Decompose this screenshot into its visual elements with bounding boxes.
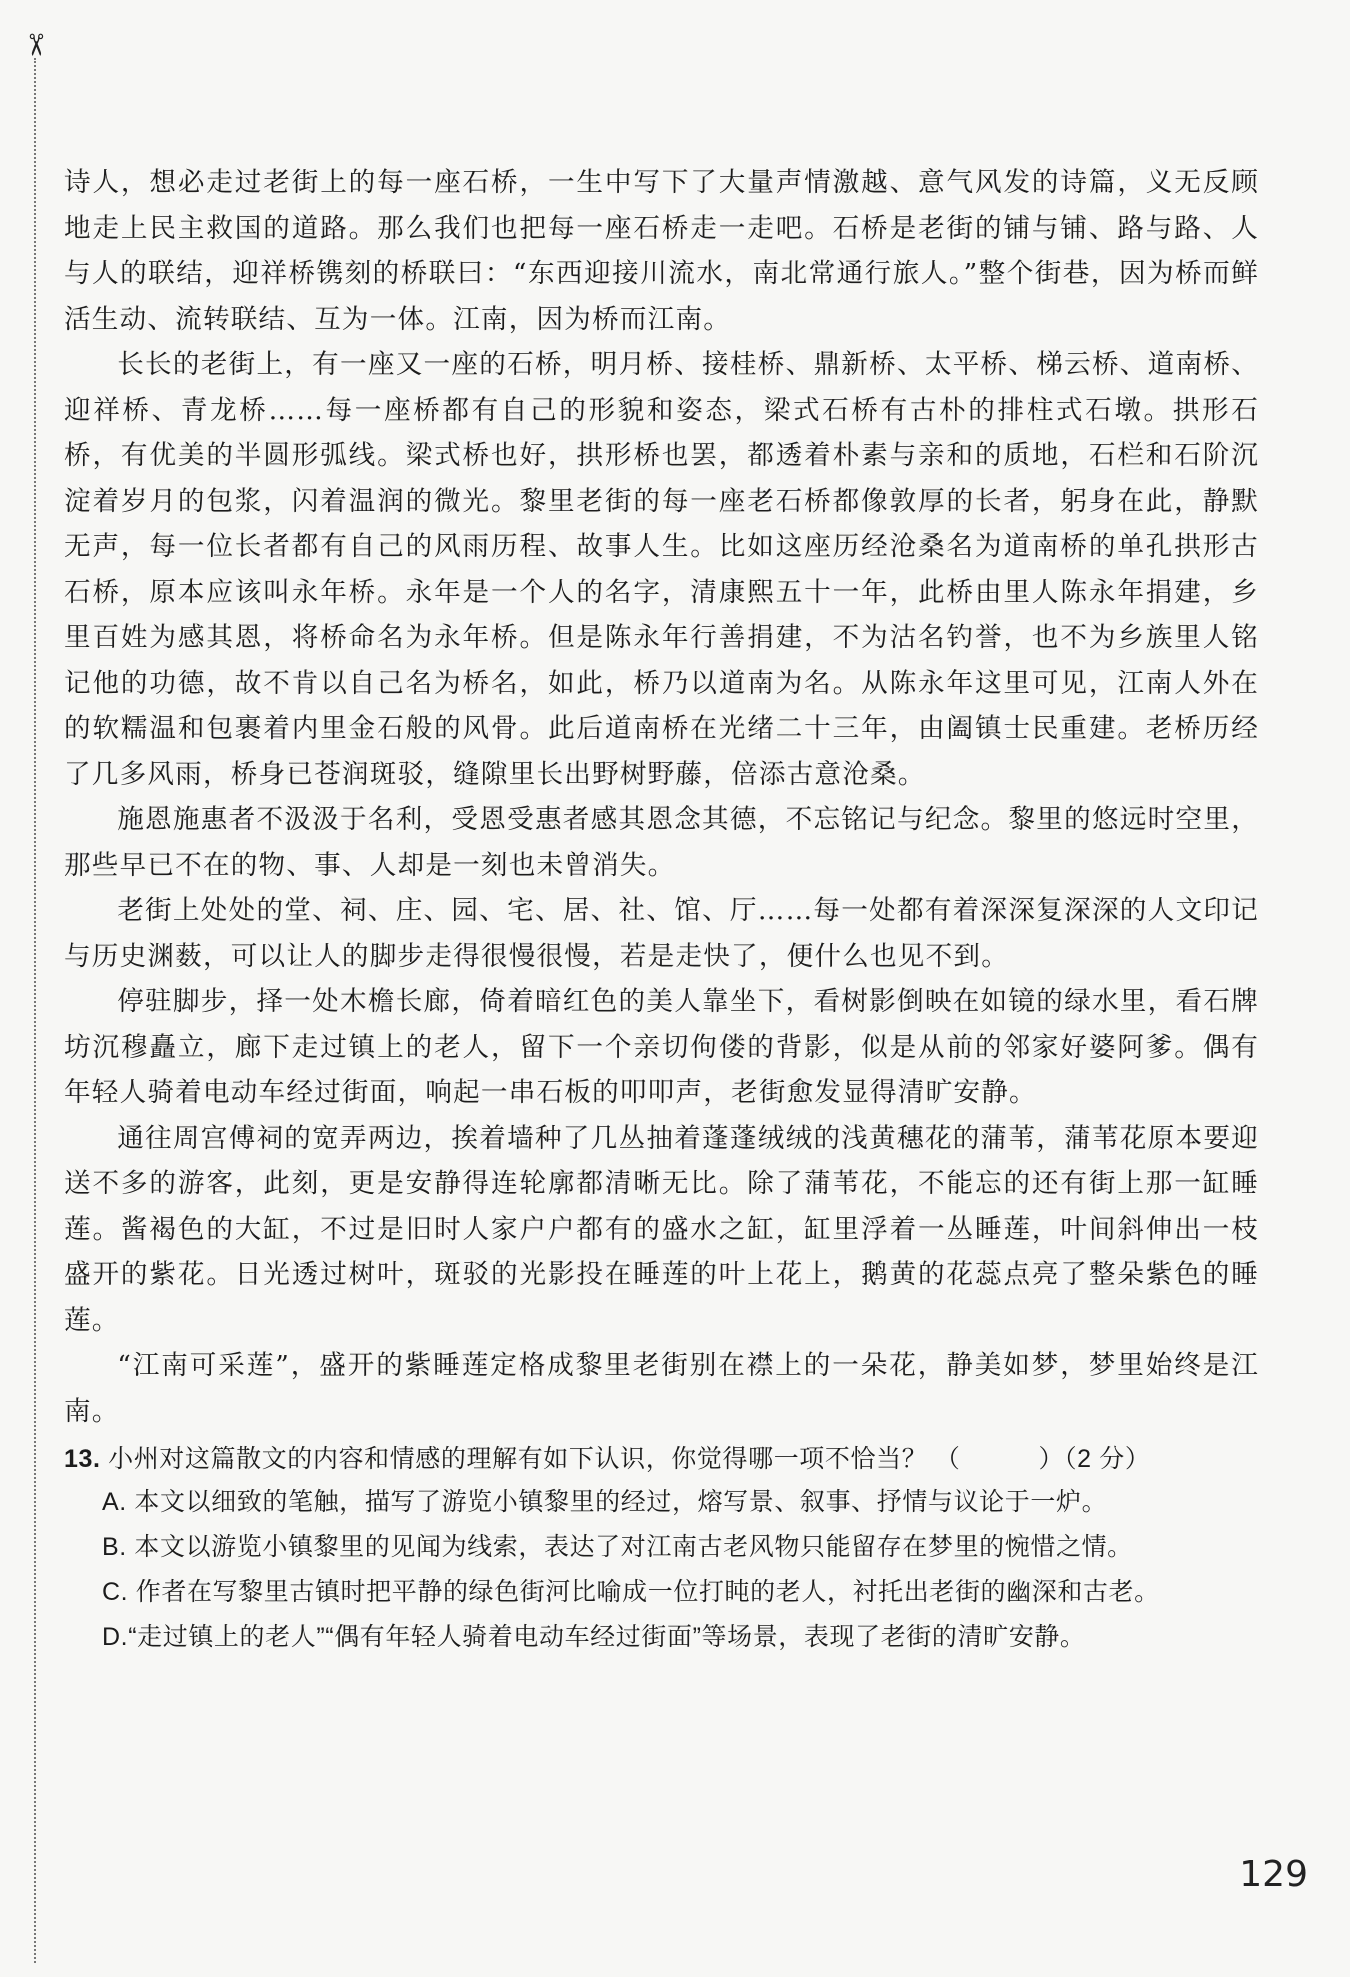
passage-paragraph-5: 停驻脚步，择一处木檐长廊，倚着暗红色的美人靠坐下，看树影倒映在如镜的绿水里，看石牌坊沉穆矗立，廊下走过镇上的老人，留下一个亲切佝偻的背影，似是从前的邻家好婆阿爹。偶有年轻人骑着电动车经过街面，响起一串石板的叩叩声，老街愈发显得清旷安静。 <box>64 986 1259 1108</box>
question-score: （2 分） <box>1064 1445 1151 1473</box>
passage-paragraph-2: 长长的老街上，有一座又一座的石桥，明月桥、接桂桥、鼎新桥、太平桥、梯云桥、道南桥、迎祥桥、青龙桥……每一座桥都有自己的形貌和姿态，梁式石桥有古朴的排柱式石墩。拱形石桥，有优美的半圆形弧线。梁式桥也好，拱形桥也罢，都透着朴素与亲和的质地，石栏和石阶沉淀着岁月的包浆，闪着温润的微光。黎里老街的每一座老石桥都像敦厚的长者，躬身在此，静默无声，每一位长者都有自己的风雨历程、故事人生。比如这座历经沧桑名为道南桥的单孔拱形古石桥，原本应该叫永年桥。永年是一个人的名字，清康熙五十一年，此桥由里人陈永年捐建，乡里百姓为感其恩，将桥命名为永年桥。但是陈永年行善捐建，不为沽名钓誉，也不为乡族里人铭记他的功德，故不肯以自己名为桥名，如此，桥乃以道南为名。从陈永年这里可见，江南人外在的软糯温和包裹着内里金石般的风骨。此后道南桥在光绪二十三年，由阖镇士民重建。老桥历经了几多风雨，桥身已苍润斑驳，缝隙里长出野树野藤，倍添古意沧桑。 <box>64 349 1259 790</box>
cut-line <box>34 58 36 1963</box>
question-13 <box>64 1438 1259 1660</box>
passage-paragraph-7: “江南可采莲”，盛开的紫睡莲定格成黎里老街别在襟上的一朵花，静美如梦，梦里始终是江南。 <box>64 1350 1259 1427</box>
answer-bracket-open: （ <box>934 1445 961 1473</box>
passage-paragraph-4: 老街上处处的堂、祠、庄、园、宅、居、社、馆、厅……每一处都有着深深复深深的人文印记与历史渊薮，可以让人的脚步走得很慢很慢，若是走快了，便什么也见不到。 <box>64 895 1259 972</box>
option-a: A. 本文以细致的笔触，描写了游览小镇黎里的经过，熔写景、叙事、抒情与议论于一炉。 <box>102 1488 1108 1516</box>
page-number: 129 <box>1239 1854 1308 1895</box>
option-d: D.“走过镇上的老人”“偶有年轻人骑着电动车经过街面”等场景，表现了老街的清旷安静。 <box>102 1623 1086 1651</box>
answer-bracket-close: ） <box>1038 1445 1065 1473</box>
option-c: C. 作者在写黎里古镇时把平静的绿色街河比喻成一位打盹的老人，衬托出老街的幽深和古老。 <box>102 1578 1160 1606</box>
page-content <box>64 160 1259 1660</box>
question-stem <box>64 1438 1259 1480</box>
passage-paragraph-6: 通往周宫傅祠的宽弄两边，挨着墙种了几丛抽着蓬蓬绒绒的浅黄穗花的蒲苇，蒲苇花原本要迎送不多的游客，此刻，更是安静得连轮廓都清晰无比。除了蒲苇花，不能忘的还有街上那一缸睡莲。酱褐色的大缸，不过是旧时人家户户都有的盛水之缸，缸里浮着一丛睡莲，叶间斜伸出一枝盛开的紫花。日光透过树叶，斑驳的光影投在睡莲的叶上花上，鹅黄的花蕊点亮了整朵紫色的睡莲。 <box>64 1122 1259 1336</box>
question-number: 13. <box>64 1445 101 1473</box>
question-text: 小州对这篇散文的内容和情感的理解有如下认识，你觉得哪一项不恰当？ <box>108 1445 928 1473</box>
passage-paragraph-1: 诗人，想必走过老街上的每一座石桥，一生中写下了大量声情激越、意气风发的诗篇，义无反顾地走上民主救国的道路。那么我们也把每一座石桥走一走吧。石桥是老街的铺与铺、路与路、人与人的联结，迎祥桥镌刻的桥联曰：“东西迎接川流水，南北常通行旅人。”整个街巷，因为桥而鲜活生动、流转联结、互为一体。江南，因为桥而江南。 <box>64 167 1259 335</box>
passage-paragraph-3: 施恩施惠者不汲汲于名利，受恩受惠者感其恩念其德，不忘铭记与纪念。黎里的悠远时空里，那些早已不在的物、事、人却是一刻也未曾消失。 <box>64 804 1259 881</box>
scissors-icon: ✂ <box>17 32 53 58</box>
option-b: B. 本文以游览小镇黎里的见闻为线索，表达了对江南古老风物只能留存在梦里的惋惜之情。 <box>102 1533 1133 1561</box>
